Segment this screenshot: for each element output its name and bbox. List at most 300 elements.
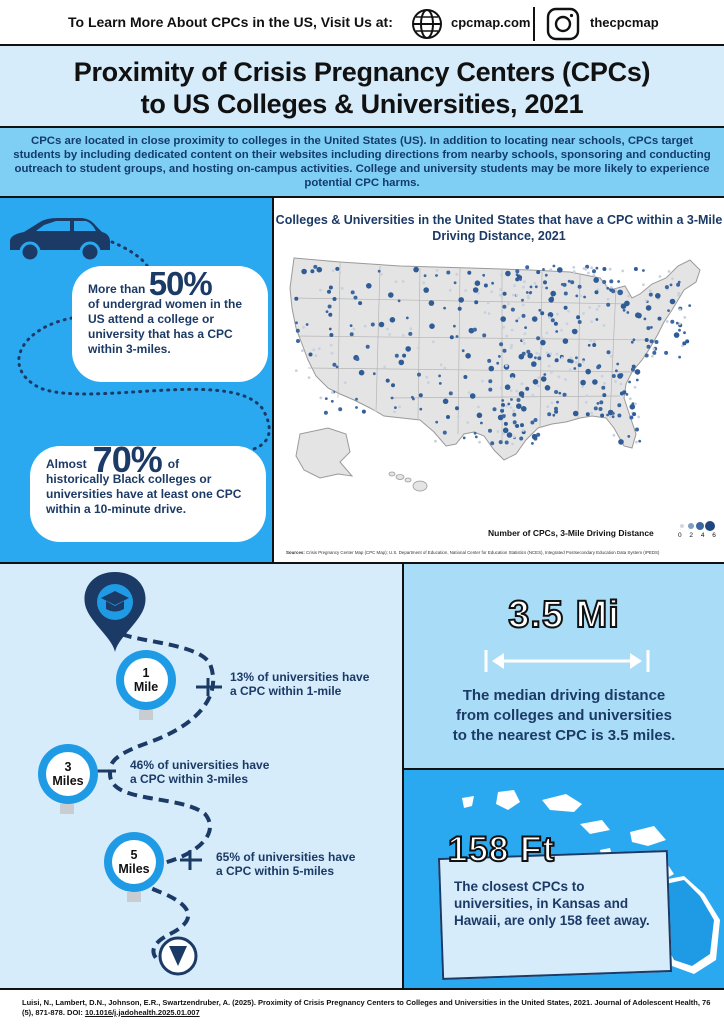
college-dot	[319, 397, 322, 400]
college-dot	[534, 356, 537, 359]
college-dot	[406, 317, 409, 320]
college-dot	[515, 320, 518, 323]
college-dot	[617, 414, 621, 418]
college-dot	[658, 317, 662, 321]
college-dot	[507, 403, 510, 406]
college-dot	[310, 269, 314, 273]
map-legend-values: 0 2 4 6	[678, 532, 719, 539]
college-dot	[503, 428, 509, 434]
college-dot	[484, 284, 488, 288]
college-dot	[555, 330, 558, 333]
college-dot	[543, 280, 547, 284]
college-dot	[408, 332, 412, 336]
college-dot	[572, 329, 578, 335]
college-dot	[324, 411, 328, 415]
distance-panel	[0, 564, 404, 990]
college-dot	[296, 329, 300, 333]
college-dot	[556, 313, 559, 316]
globe-icon[interactable]	[411, 8, 443, 40]
college-dot	[563, 393, 567, 397]
website-link[interactable]: cpcmap.com	[451, 15, 531, 30]
college-dot	[490, 441, 494, 445]
college-dot	[537, 384, 540, 387]
college-dot	[470, 393, 476, 399]
college-dot	[496, 362, 499, 365]
college-dot	[522, 304, 525, 307]
college-dot	[645, 354, 649, 358]
college-dot	[644, 318, 647, 321]
college-dot	[614, 380, 617, 383]
college-dot	[463, 375, 467, 379]
college-dot	[623, 309, 626, 312]
college-dot	[601, 375, 604, 378]
college-dot	[536, 270, 540, 274]
college-dot	[567, 359, 571, 363]
college-dot	[302, 326, 305, 329]
college-dot	[613, 434, 616, 437]
college-dot	[521, 382, 524, 385]
college-dot	[546, 352, 549, 355]
college-dot	[519, 278, 522, 281]
college-dot	[548, 365, 551, 368]
college-dot	[490, 290, 493, 293]
college-dot	[502, 326, 505, 329]
college-dot	[524, 326, 527, 329]
college-dot	[386, 328, 389, 331]
college-dot	[501, 403, 505, 407]
college-dot	[635, 428, 639, 432]
college-dot	[545, 385, 551, 391]
college-dot	[411, 396, 414, 399]
college-dot	[501, 407, 504, 410]
college-dot	[679, 308, 682, 311]
college-dot	[296, 339, 300, 343]
college-dot	[313, 265, 317, 269]
college-dot	[458, 307, 462, 311]
college-dot	[545, 332, 548, 335]
college-dot	[474, 300, 478, 304]
college-dot	[635, 312, 641, 318]
college-dot	[515, 390, 518, 393]
college-dot	[534, 282, 537, 285]
title-band	[0, 46, 724, 128]
college-dot	[652, 348, 655, 351]
college-dot	[473, 328, 477, 332]
college-dot	[670, 299, 676, 305]
college-dot	[331, 352, 334, 355]
college-dot	[558, 375, 561, 378]
college-dot	[593, 340, 596, 343]
college-dot	[379, 322, 385, 328]
college-dot	[521, 299, 524, 302]
college-dot	[564, 378, 567, 381]
college-dot	[590, 266, 593, 269]
college-dot	[522, 338, 525, 341]
college-dot	[329, 333, 333, 337]
college-dot	[457, 415, 460, 418]
college-dot	[449, 289, 452, 292]
college-dot	[539, 353, 542, 356]
college-dot	[488, 388, 492, 392]
stat2-pre: Almost	[46, 457, 87, 471]
college-dot	[554, 322, 558, 326]
college-dot	[511, 308, 515, 312]
college-dot	[610, 286, 613, 289]
college-dot	[529, 291, 532, 294]
college-dot	[629, 397, 632, 400]
median-description	[404, 686, 724, 746]
college-dot	[525, 387, 529, 391]
college-dot	[497, 430, 500, 433]
college-dot	[507, 432, 513, 438]
closest-value: 158 Ft	[448, 830, 556, 869]
college-dot	[519, 391, 525, 397]
college-dot	[541, 376, 547, 382]
college-dot	[670, 284, 673, 287]
college-dot	[676, 322, 679, 325]
college-dot	[633, 338, 636, 341]
college-dot	[434, 440, 437, 443]
college-dot	[391, 397, 394, 400]
median-distance-panel	[404, 564, 724, 770]
college-dot	[388, 292, 394, 298]
college-dot	[580, 380, 586, 386]
college-dot	[683, 331, 686, 334]
college-dot	[513, 420, 517, 424]
college-dot	[612, 412, 615, 415]
median-desc-line-a: The median driving distance	[462, 687, 666, 704]
college-dot	[517, 317, 520, 320]
college-dot	[446, 415, 450, 419]
college-dot	[511, 329, 514, 332]
ring-3-stub	[60, 804, 74, 814]
college-dot	[638, 440, 641, 443]
college-dot	[455, 406, 459, 410]
college-dot	[398, 406, 401, 409]
map-legend-title: Number of CPCs, 3-Mile Driving Distance	[488, 528, 654, 538]
college-dot	[498, 355, 501, 358]
college-dot	[596, 318, 599, 321]
college-dot	[315, 354, 318, 357]
college-dot	[450, 335, 454, 339]
college-dot	[561, 357, 564, 360]
college-dot	[510, 406, 513, 409]
college-dot	[435, 421, 438, 424]
college-dot	[319, 289, 322, 292]
college-dot	[592, 269, 596, 273]
college-dot	[353, 328, 356, 331]
learn-more-text: To Learn More About CPCs in the US, Visit Us at:	[68, 14, 393, 30]
college-dot	[512, 409, 515, 412]
college-dot	[592, 343, 596, 347]
college-dot	[511, 443, 514, 446]
college-dot	[327, 290, 331, 294]
college-dot	[309, 353, 313, 357]
college-dot	[603, 324, 606, 327]
college-dot	[438, 375, 441, 378]
college-dot	[665, 285, 669, 289]
college-dot	[573, 270, 576, 273]
college-dot	[328, 313, 332, 317]
college-dot	[563, 338, 569, 344]
college-dot	[338, 407, 342, 411]
college-dot	[458, 297, 464, 303]
distance-5-line-b: a CPC within 5-miles	[216, 864, 335, 878]
college-dot	[423, 287, 429, 293]
college-dot	[597, 402, 600, 405]
college-dot	[429, 323, 435, 329]
college-dot	[556, 401, 559, 404]
college-dot	[527, 297, 530, 300]
college-dot	[599, 400, 603, 404]
college-dot	[599, 407, 603, 411]
college-dot	[467, 271, 471, 275]
college-dot	[474, 432, 477, 435]
college-dot	[510, 398, 513, 401]
college-dot	[649, 289, 652, 292]
college-dot	[443, 307, 446, 310]
college-dot	[500, 409, 504, 413]
college-dot	[548, 316, 551, 319]
college-dot	[575, 356, 578, 359]
college-dot	[588, 344, 591, 347]
college-dot	[335, 267, 339, 271]
college-dot	[512, 294, 515, 297]
college-dot	[520, 423, 524, 427]
college-dot	[582, 360, 585, 363]
college-dot	[513, 435, 516, 438]
college-dot	[606, 414, 609, 417]
ring-1-number: 1	[142, 666, 150, 680]
college-dot	[552, 414, 555, 417]
header-bar	[0, 0, 724, 46]
college-dot	[488, 312, 491, 315]
college-dot	[390, 317, 396, 323]
closest-description: The closest CPCs to universities, in Kansas and Hawaii, are only 158 feet away.	[454, 879, 650, 928]
college-dot	[355, 406, 358, 409]
stat2-mid: of	[167, 457, 180, 471]
college-dot	[563, 283, 567, 287]
college-dot	[517, 398, 521, 402]
college-dot	[530, 286, 533, 289]
graduation-cap-pin-icon	[84, 572, 145, 652]
college-dot	[301, 269, 307, 275]
college-dot	[477, 292, 480, 295]
down-arrow-icon	[160, 938, 196, 974]
college-dot	[674, 332, 680, 338]
college-dot	[533, 379, 539, 385]
college-dot	[628, 381, 631, 384]
college-dot	[515, 424, 519, 428]
title-line-1: Proximity of Crisis Pregnancy Centers (CPCs)	[73, 57, 651, 87]
distance-text-5-miles	[216, 850, 355, 878]
college-dot	[477, 406, 480, 409]
college-dot	[542, 268, 545, 271]
college-dot	[510, 389, 513, 392]
car-icon	[6, 216, 114, 264]
college-dot	[567, 310, 570, 313]
college-dot	[318, 347, 321, 350]
double-arrow-icon	[482, 648, 652, 674]
college-dot	[523, 342, 526, 345]
college-dot	[432, 341, 435, 344]
college-dot	[487, 359, 491, 363]
ring-3-unit: Miles	[52, 774, 84, 788]
college-dot	[443, 367, 446, 370]
college-dot	[634, 402, 637, 405]
college-dot	[678, 356, 681, 359]
college-dot	[453, 325, 456, 328]
college-dot	[531, 361, 537, 367]
college-dot	[527, 353, 533, 359]
ring-5-number: 5	[130, 848, 138, 862]
college-dot	[500, 274, 503, 277]
college-dot	[649, 293, 653, 297]
college-dot	[607, 298, 610, 301]
college-dot	[308, 376, 311, 379]
college-dot	[429, 300, 435, 306]
college-dot	[650, 326, 653, 329]
college-dot	[500, 387, 503, 390]
college-dot	[635, 441, 638, 444]
college-dot	[631, 341, 634, 344]
distance-3-line-b: a CPC within 3-miles	[130, 772, 249, 786]
college-dot	[667, 309, 670, 312]
college-dot	[677, 294, 680, 297]
college-dot	[371, 323, 375, 327]
college-dot	[358, 301, 362, 305]
college-dot	[631, 368, 635, 372]
college-dot	[505, 335, 508, 338]
college-dot	[609, 268, 612, 271]
college-dot	[564, 292, 568, 296]
college-dot	[592, 379, 598, 385]
college-dot	[464, 289, 467, 292]
college-dot	[394, 406, 397, 409]
college-dot	[332, 269, 335, 272]
college-dot	[622, 390, 626, 394]
college-dot	[339, 271, 342, 274]
college-dot	[573, 411, 579, 417]
college-dot	[465, 353, 471, 359]
college-dot	[683, 316, 686, 319]
instagram-handle[interactable]: thecpcmap	[590, 15, 659, 30]
college-dot	[668, 270, 671, 273]
college-dot	[350, 332, 354, 336]
college-dot	[417, 347, 420, 350]
college-dot	[566, 322, 569, 325]
college-dot	[475, 280, 481, 286]
college-dot	[590, 320, 593, 323]
map-title: Colleges & Universities in the United States that have a CPC within a 3-Mile Driving Distance, 2021	[275, 213, 723, 243]
college-dot	[439, 382, 442, 385]
sources-label: Sources:	[286, 550, 305, 555]
college-dot	[331, 391, 334, 394]
college-dot	[536, 336, 540, 340]
college-dot	[549, 352, 552, 355]
ring-1-stub	[139, 710, 153, 720]
college-dot	[676, 283, 680, 287]
college-dot	[522, 429, 525, 432]
college-dot	[584, 268, 587, 271]
distance-ring-1-mile	[116, 650, 176, 710]
college-dot	[551, 402, 554, 405]
college-dot	[555, 358, 559, 362]
instagram-icon[interactable]	[546, 7, 580, 41]
college-dot	[480, 422, 483, 425]
college-dot	[548, 297, 554, 303]
college-dot	[655, 293, 661, 299]
page-title	[0, 56, 724, 120]
college-dot	[502, 414, 506, 418]
college-dot	[569, 368, 572, 371]
distance-text-3-miles	[130, 758, 269, 786]
college-dot	[525, 265, 529, 269]
college-dot	[504, 422, 508, 426]
college-dot	[350, 324, 353, 327]
college-dot	[333, 297, 337, 301]
college-dot	[572, 266, 575, 269]
us-map	[280, 248, 720, 508]
college-dot	[419, 393, 423, 397]
college-dot	[330, 344, 333, 347]
college-dot	[596, 365, 600, 369]
median-desc-line-b: from colleges and universities	[456, 707, 672, 724]
college-dot	[606, 287, 609, 290]
distance-5-line-a: 65% of universities have	[216, 850, 356, 864]
college-dot	[484, 311, 487, 314]
college-dot	[516, 294, 519, 297]
college-dot	[545, 274, 548, 277]
college-dot	[524, 332, 527, 335]
college-dot	[522, 286, 525, 289]
college-dot	[341, 287, 344, 290]
college-dot	[583, 296, 586, 299]
distance-text-1-mile	[230, 670, 369, 698]
college-dot	[616, 363, 619, 366]
college-dot	[601, 386, 605, 390]
college-dot	[671, 277, 674, 280]
college-dot	[558, 392, 561, 395]
college-dot	[456, 335, 459, 338]
college-dot	[540, 336, 543, 339]
college-dot	[425, 376, 428, 379]
college-dot	[402, 354, 406, 358]
sources-text: Crisis Pregnancy Center Map (CPC Map); U.S. Department of Education, National Center for Education Statistics (NCES), Integrated Postsecondary Education Data System (IPEDS)	[306, 550, 660, 555]
college-dot	[395, 280, 398, 283]
college-dot	[678, 329, 681, 332]
college-dot	[294, 297, 298, 301]
college-dot	[417, 373, 421, 377]
college-dot	[617, 403, 621, 407]
college-dot	[610, 355, 613, 358]
distance-ring-3-miles	[38, 744, 98, 804]
college-dot	[547, 412, 551, 416]
college-dot	[664, 351, 668, 355]
alaska-shape	[296, 428, 352, 478]
college-dot	[573, 367, 576, 370]
college-dot	[585, 401, 588, 404]
college-dot	[589, 339, 592, 342]
college-dot	[685, 339, 689, 343]
college-dot	[505, 384, 511, 390]
college-dot	[502, 305, 506, 309]
college-dot	[540, 311, 544, 315]
college-dot	[488, 429, 492, 433]
citation-doi-link[interactable]: 10.1016/j.jadohealth.2025.01.007	[84, 1007, 200, 1017]
college-dot	[576, 315, 580, 319]
college-dot	[531, 394, 534, 397]
